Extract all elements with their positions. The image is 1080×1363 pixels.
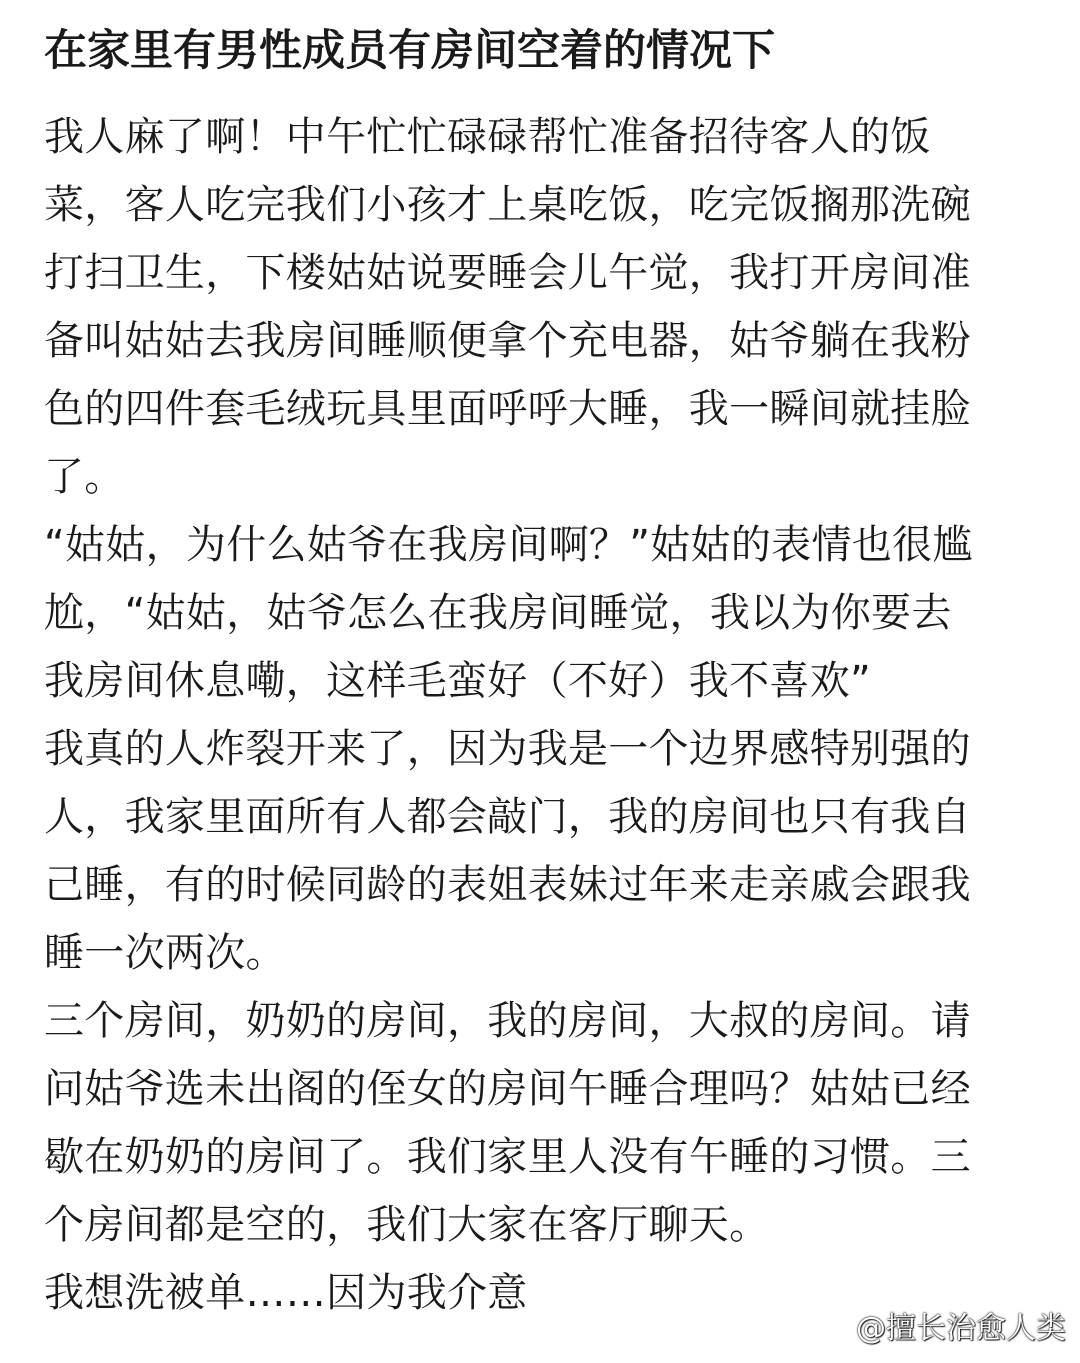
post-title: 在家里有男性成员有房间空着的情况下 [44,26,775,76]
body-line: 歇在奶奶的房间了。我们家里人没有午睡的习惯。三 [44,1134,971,1180]
body-line: 备叫姑姑去我房间睡顺便拿个充电器，姑爷躺在我粉 [44,318,971,364]
body-line: 色的四件套毛绒玩具里面呼呼大睡，我一瞬间就挂脸 [44,386,971,432]
body-line: 三个房间，奶奶的房间，我的房间，大叔的房间。请 [44,998,971,1044]
body-line: 问姑爷选未出阁的侄女的房间午睡合理吗？姑姑已经 [44,1066,971,1112]
body-line: 我真的人炸裂开来了，因为我是一个边界感特别强的 [44,726,971,772]
watermark-handle: @擅长治愈人类 [856,1311,1066,1346]
post-body [44,103,1044,1327]
body-line: 人，我家里面所有人都会敲门，我的房间也只有我自 [44,794,971,840]
body-line: 了。 [44,454,125,500]
weibo-icon [810,1312,850,1346]
body-line: 睡一次两次。 [44,930,286,976]
body-line: 己睡，有的时候同龄的表姐表妹过年来走亲戚会跟我 [44,862,971,908]
body-line: 个房间都是空的，我们大家在客厅聊天。 [44,1202,770,1248]
body-line: 我想洗被单……因为我介意 [44,1270,528,1316]
body-line: “姑姑，为什么姑爷在我房间啊？”姑姑的表情也很尴 [44,522,973,568]
body-line: 我房间休息嘞，这样毛蛮好（不好）我不喜欢” [44,658,872,704]
body-line: 菜，客人吃完我们小孩才上桌吃饭，吃完饭搁那洗碗 [44,182,971,228]
body-line: 我人麻了啊！中午忙忙碌碌帮忙准备招待客人的饭 [44,114,931,160]
body-line: 尬，“姑姑，姑爷怎么在我房间睡觉，我以为你要去 [44,590,952,636]
body-line: 打扫卫生，下楼姑姑说要睡会儿午觉，我打开房间准 [44,250,971,296]
weibo-watermark [810,1309,1066,1349]
